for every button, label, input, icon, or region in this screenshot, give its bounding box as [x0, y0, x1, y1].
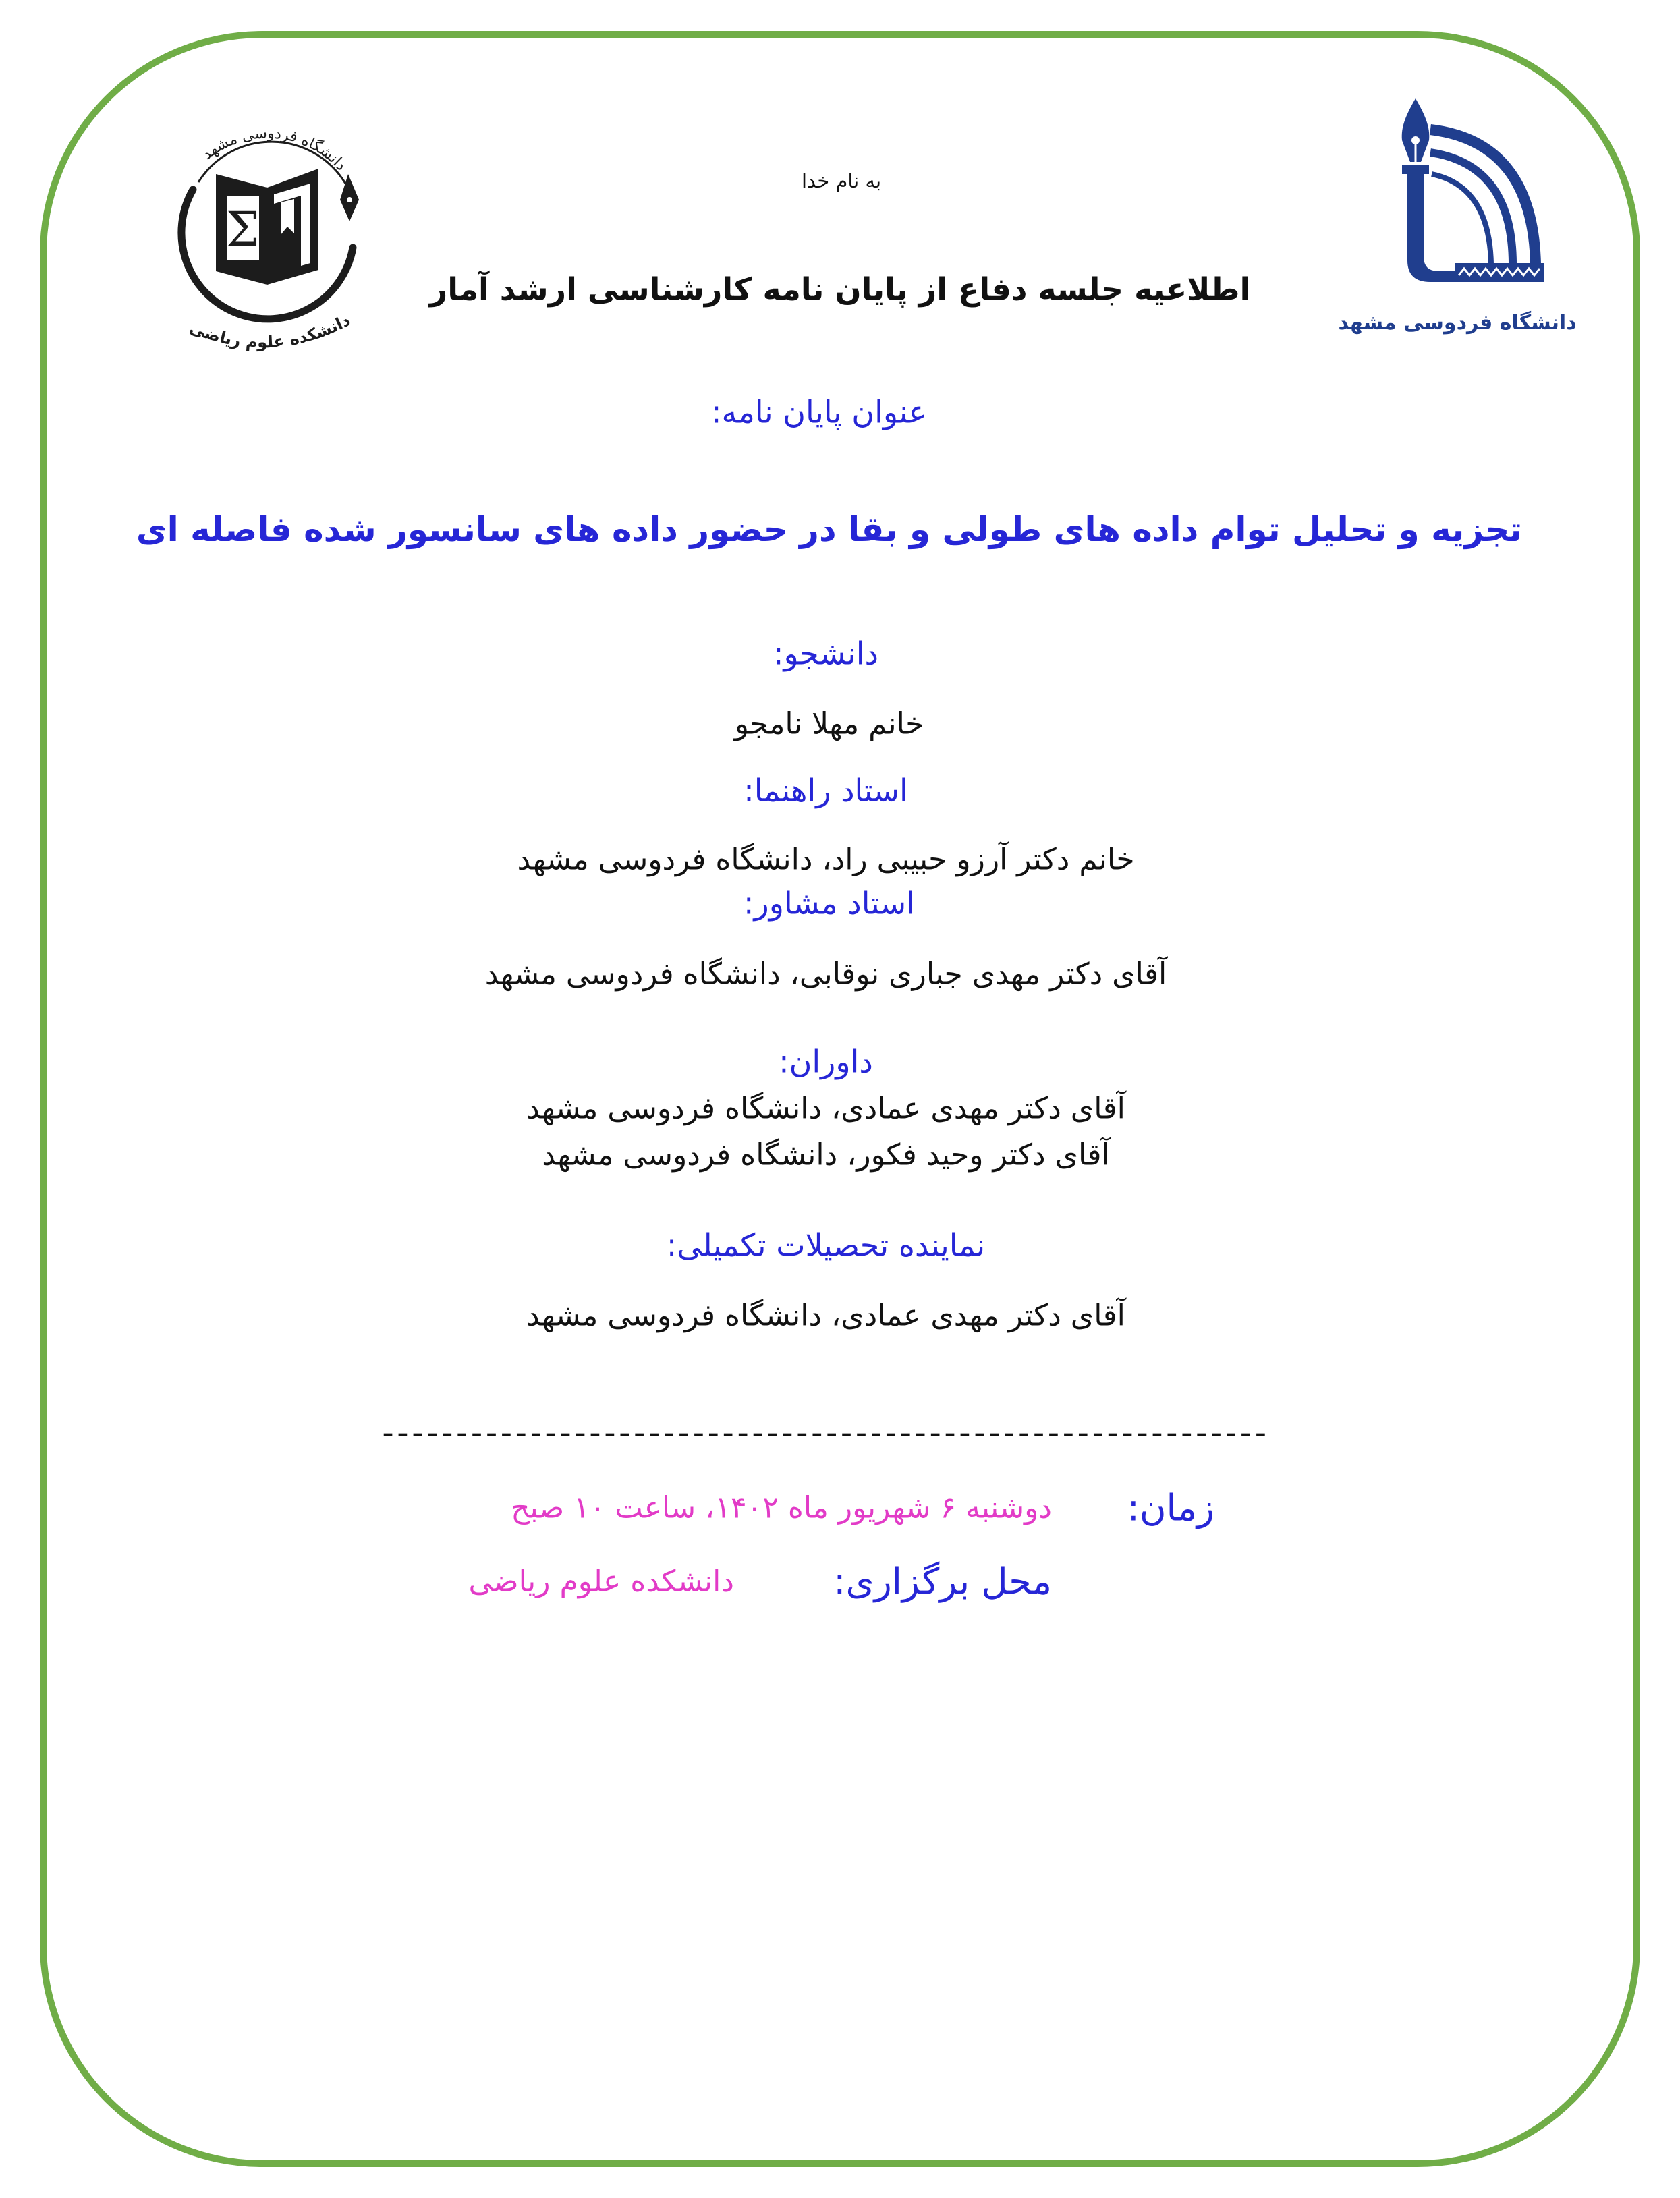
- page-title: اطلاعیه جلسه دفاع از پایان نامه کارشناسی ارشد آمار: [429, 271, 1251, 308]
- pillar-cap: [1402, 165, 1429, 174]
- svg-text:دانشگاه فردوسی مشهد: [199, 125, 349, 174]
- time-value: دوشنبه ۶ شهریور ماه ۱۴۰۲، ساعت ۱۰ صبح: [511, 1490, 1052, 1525]
- student-name: خانم مهلا نامجو: [734, 706, 924, 741]
- thesis-title: تجزیه و تحلیل توام داده های طولی و بقا در حضور داده های سانسور شده فاصله ای: [136, 509, 1523, 549]
- university-logo-text: دانشگاه فردوسی مشهد: [1338, 311, 1577, 335]
- university-logo: [1336, 94, 1577, 351]
- supervisor-label: استاد راهنما:: [744, 772, 908, 809]
- place-label: محل برگزاری:: [833, 1560, 1052, 1603]
- place-value: دانشکده علوم ریاضی: [468, 1564, 734, 1599]
- dome-arch-inner: [1432, 174, 1491, 264]
- advisor-label: استاد مشاور:: [744, 884, 915, 922]
- faculty-logo-text-bottom: دانشکده علوم ریاضی: [187, 310, 354, 352]
- separator-line: ------------------------------------------------------------: [382, 1414, 1270, 1452]
- examiners-label: داوران:: [779, 1043, 873, 1080]
- student-label: دانشجو:: [773, 635, 879, 672]
- dome-arch-middle: [1430, 152, 1513, 264]
- basmala: به نام خدا: [801, 169, 882, 192]
- examiner-name: آقای دکتر وحید فکور، دانشگاه فردوسی مشهد: [542, 1137, 1110, 1173]
- graduate-representative-label: نماینده تحصیلات تکمیلی:: [666, 1227, 986, 1264]
- dome-arch-outer: [1430, 130, 1536, 264]
- pillar: [1407, 174, 1457, 282]
- sigma-symbol: Σ: [226, 202, 260, 257]
- graduate-representative-name: آقای دکتر مهدی عمادی، دانشگاه فردوسی مشهد: [526, 1298, 1125, 1333]
- supervisor-name: خانم دکتر آرزو حبیبی راد، دانشگاه فردوسی مشهد: [517, 842, 1135, 877]
- thesis-title-label: عنوان پایان نامه:: [711, 393, 927, 430]
- faculty-logo: [169, 101, 371, 358]
- faculty-logo-text-top: دانشگاه فردوسی مشهد: [199, 125, 349, 175]
- advisor-name: آقای دکتر مهدی جباری نوقابی، دانشگاه فردوسی مشهد: [484, 957, 1167, 992]
- time-label: زمان:: [1127, 1486, 1214, 1529]
- examiner-name: آقای دکتر مهدی عمادی، دانشگاه فردوسی مشهد: [526, 1091, 1125, 1126]
